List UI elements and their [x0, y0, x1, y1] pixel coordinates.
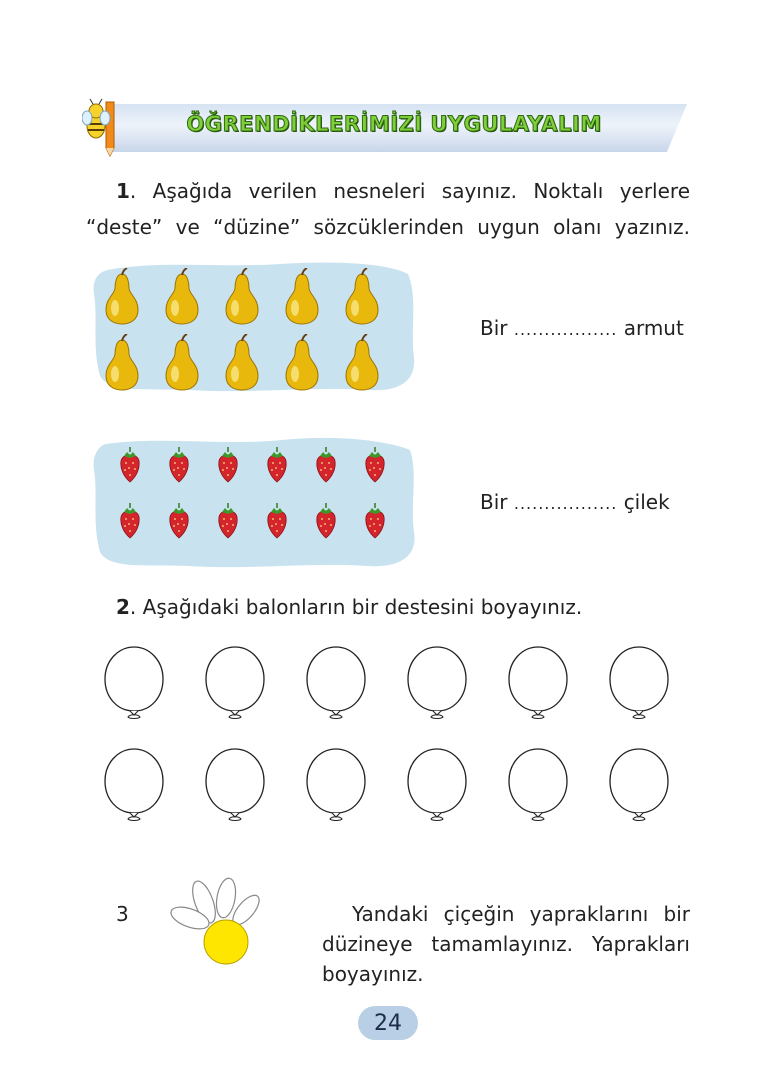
- section-title: ÖĞRENDİKLERİMİZİ UYGULAYALIM: [186, 112, 602, 136]
- answer-suffix: çilek: [623, 490, 670, 514]
- q1-number: 1: [116, 179, 130, 203]
- pear-icon: [282, 334, 322, 396]
- strawberry-icon: [314, 446, 338, 488]
- balloon-outline-icon[interactable]: [407, 645, 467, 721]
- pear-icon: [342, 268, 382, 330]
- answer-blank[interactable]: .................: [513, 494, 618, 513]
- pear-icon: [102, 268, 142, 330]
- strawberry-icon: [363, 502, 387, 544]
- q2-number: 2: [116, 595, 130, 619]
- pear-icon: [162, 334, 202, 396]
- strawberry-icon: [167, 446, 191, 488]
- q1-instruction-line2: “deste” ve “düzine” sözcüklerinden uygun olanı yazınız.: [86, 215, 690, 239]
- q3-text-line3: boyayınız.: [322, 962, 424, 986]
- pear-icon: [222, 268, 262, 330]
- balloon-outline-icon[interactable]: [104, 645, 164, 721]
- q1-pear-answer-line: [480, 316, 684, 340]
- balloon-outline-icon[interactable]: [508, 747, 568, 823]
- q2-text: . Aşağıdaki balonların bir destesini boyayınız.: [129, 595, 583, 619]
- pear-icon: [342, 334, 382, 396]
- pear-grid: [102, 268, 402, 392]
- strawberry-icon: [118, 502, 142, 544]
- balloon-outline-icon[interactable]: [205, 645, 265, 721]
- strawberry-icon: [216, 446, 240, 488]
- balloon-outline-icon[interactable]: [104, 747, 164, 823]
- page-number: 24: [358, 1006, 418, 1040]
- strawberry-icon: [265, 446, 289, 488]
- daisy-partial-petals-icon[interactable]: [168, 876, 264, 970]
- balloon-outline-icon[interactable]: [306, 645, 366, 721]
- strawberry-icon: [118, 446, 142, 488]
- q1-instruction-line1: [86, 173, 690, 209]
- section-banner: [82, 98, 694, 160]
- q3-text-line2: düzineye tamamlayınız. Yaprakları: [322, 932, 690, 956]
- balloon-outline-icon[interactable]: [508, 645, 568, 721]
- strawberry-icon: [363, 446, 387, 488]
- answer-prefix: Bir: [480, 490, 508, 514]
- strawberry-icon: [167, 502, 191, 544]
- balloon-outline-icon[interactable]: [407, 747, 467, 823]
- q3-number: 3: [116, 902, 129, 926]
- answer-blank[interactable]: .................: [513, 320, 618, 339]
- q1-text-line1: . Aşağıda verilen nesneleri sayınız. Noktalı yerlere: [129, 179, 690, 203]
- pear-icon: [162, 268, 202, 330]
- pear-icon: [102, 334, 142, 396]
- q3-text-line1: Yandaki çiçeğin yapraklarını bir: [352, 902, 690, 926]
- answer-suffix: armut: [623, 316, 684, 340]
- q2-instruction: [116, 589, 582, 625]
- pear-icon: [222, 334, 262, 396]
- strawberry-icon: [314, 502, 338, 544]
- balloon-outline-icon[interactable]: [609, 645, 669, 721]
- strawberry-grid: [104, 446, 404, 556]
- strawberry-icon: [265, 502, 289, 544]
- balloon-outline-icon[interactable]: [205, 747, 265, 823]
- q1-strawberry-answer-line: [480, 490, 670, 514]
- pear-icon: [282, 268, 322, 330]
- balloon-outline-icon[interactable]: [306, 747, 366, 823]
- answer-prefix: Bir: [480, 316, 508, 340]
- balloon-outline-icon[interactable]: [609, 747, 669, 823]
- strawberry-icon: [216, 502, 240, 544]
- bee-with-pencil-icon: [82, 98, 126, 160]
